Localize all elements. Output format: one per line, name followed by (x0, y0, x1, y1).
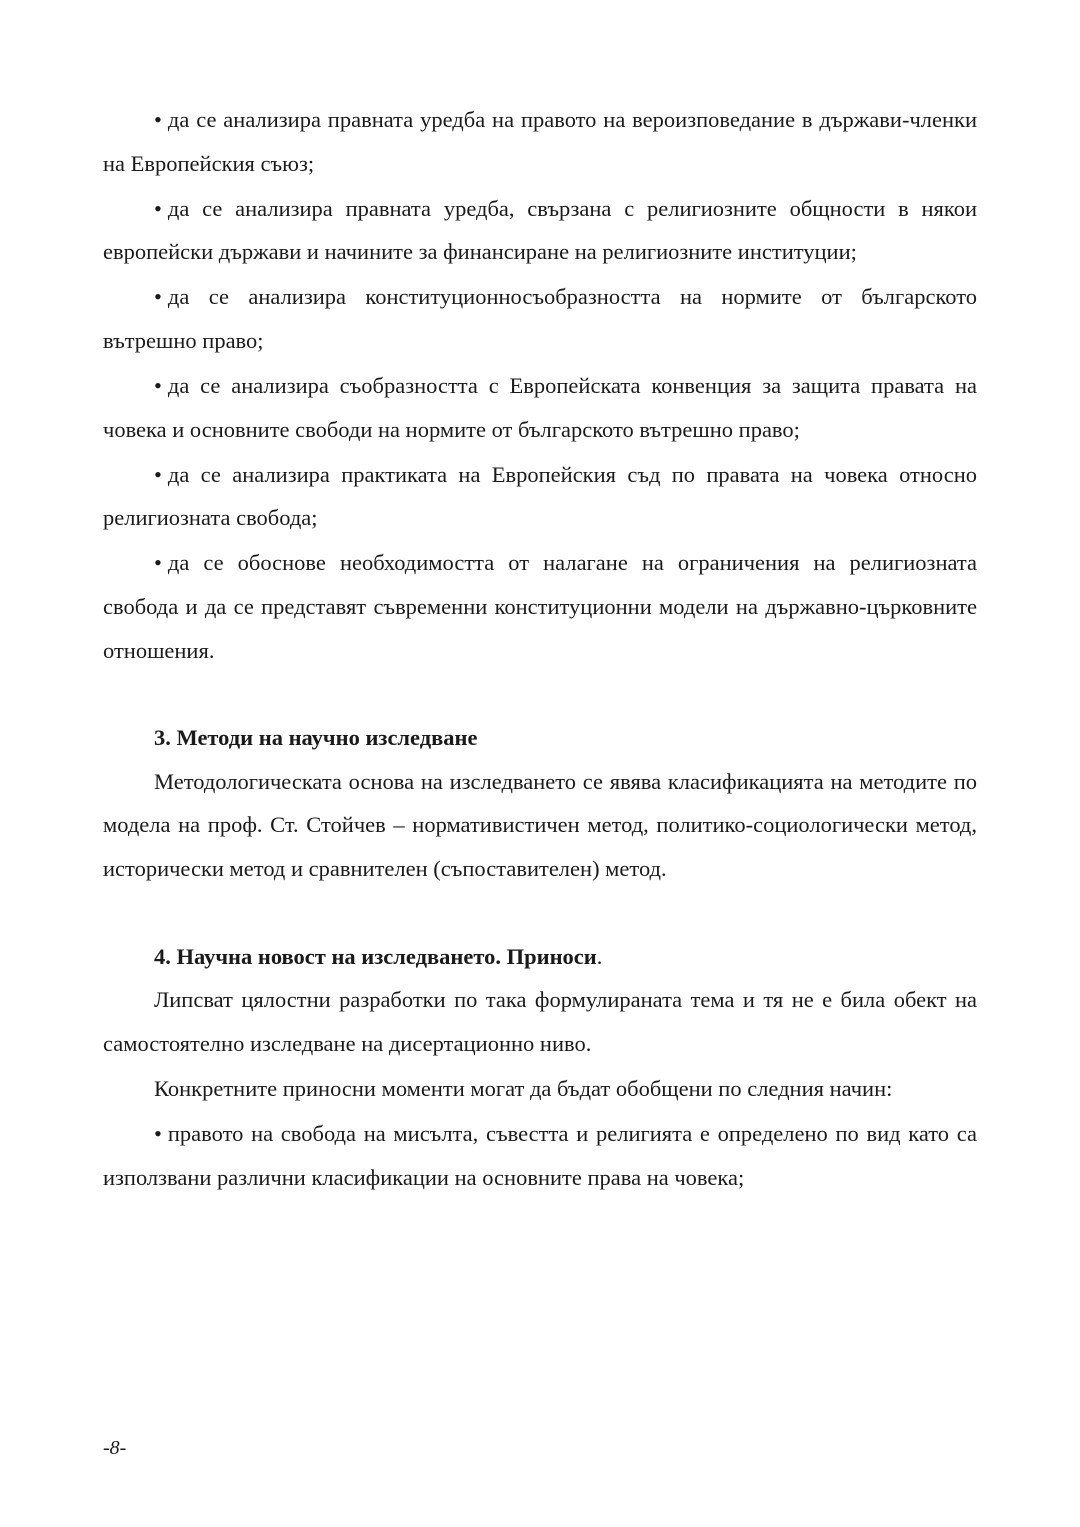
bullet-text: да се анализира правната уредба на правото на вероизповедание в държави-членки на Европейския съюз; (103, 107, 977, 176)
bullet-item (103, 364, 977, 451)
bullet-text: да се анализира практиката на Европейския съд по правата на човека относно религиозната свобода; (103, 461, 977, 531)
document-page (103, 98, 977, 1199)
section-paragraph: Методологическата основа на изследването се явява класификацията на методите по модела на проф. Ст. Стойчев – нормативистичен метод, политико-социологически метод, исторически метод и сравнителен (съпоставителен) метод. (103, 768, 977, 881)
section-heading (103, 935, 977, 979)
bullet-text: правото на свобода на мисълта, съвестта и религията е определено по вид като са използвани различни класификации на основните права на човека; (103, 1120, 977, 1190)
bullet-icon: • (154, 550, 162, 576)
section-heading-text: 4. Научна новост на изследването. Приноси (154, 943, 597, 969)
bullet-item (103, 275, 977, 362)
bullet-item (103, 187, 977, 274)
bullet-icon: • (154, 284, 162, 310)
section-paragraph: Липсват цялостни разработки по така формулираната тема и тя не е била обект на самостоятелно изследване на дисертационно ниво. (103, 987, 977, 1056)
bullet-text: да се анализира правната уредба, свързана с религиозните общности в някои европейски държави и начините за финансиране на религиозните институции; (103, 195, 977, 265)
bullet-text: да се анализира конституционносъобразността на нормите от българското вътрешно право; (103, 284, 977, 353)
heading-period: . (596, 943, 603, 969)
bullet-text: да се анализира съобразността с Европейската конвенция за защита правата на човека и основните свободи на нормите от българското вътрешно право; (103, 373, 977, 442)
bullet-icon: • (154, 107, 162, 132)
page-number: -8- (103, 1437, 127, 1459)
section-paragraph: Конкретните приносни моменти могат да бъдат обобщени по следния начин: (154, 1075, 893, 1101)
bullet-icon: • (154, 373, 162, 399)
bullet-icon: • (154, 195, 162, 221)
bullet-item (103, 541, 977, 672)
section-heading: 3. Методи на научно изследване (154, 725, 478, 751)
bullet-item (103, 1112, 977, 1199)
bullet-icon: • (154, 1120, 162, 1146)
bullet-text: да се обоснове необходимостта от налагане на ограничения на религиозната свобода и да се представят съвременни конституционни модели на държавно-църковните отношения. (103, 550, 977, 663)
bullet-item (103, 98, 977, 185)
bullet-item (103, 453, 977, 540)
bullet-icon: • (154, 461, 162, 487)
